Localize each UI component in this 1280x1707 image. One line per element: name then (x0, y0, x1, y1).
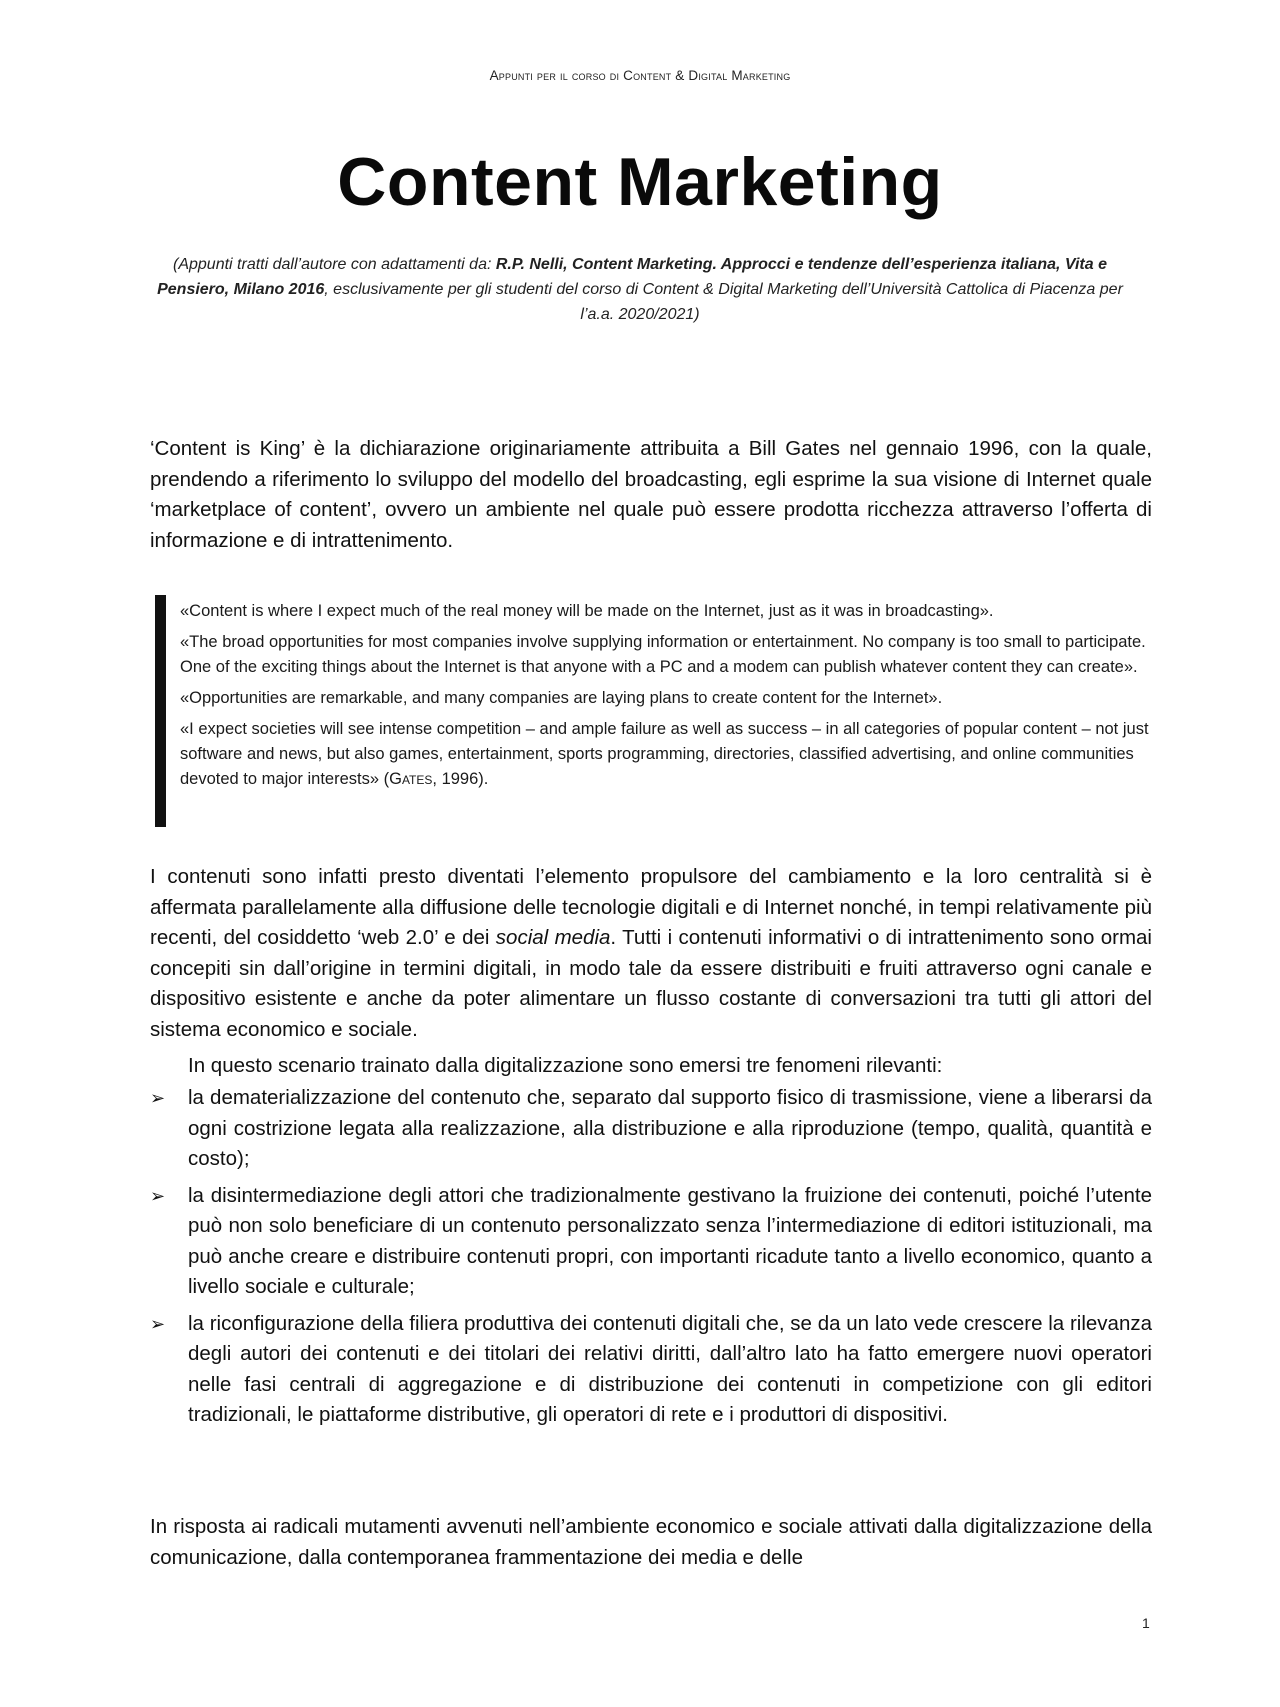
paragraph-2-italic: social media (495, 926, 611, 949)
paragraph-4: In risposta ai radicali mutamenti avvenuti nell’ambiente economico e sociale attivati dalla digitalizzazione della comunicazione, dalla contemporanea frammentazione dei media e delle (150, 1515, 1152, 1569)
quote-line-4-text: «I expect societies will see intense competition – and ample failure as well as success – in all categories of popular content – not just software and news, but also games, entertainment, sports programming, directories, classified advertising, and online communities devoted to major interests» ( (180, 720, 1149, 788)
arrow-bullet-icon: ➢ (150, 1185, 166, 1206)
quote-line-4-end: , 1996). (432, 770, 489, 788)
subtitle-source-citation: R.P. Nelli, Content Marketing. Approcci e tendenze dell’esperienza italiana, Vita e Pensiero, Milano 2016 (157, 256, 1107, 298)
quote-bar (155, 595, 166, 827)
paragraph-3-intro: In questo scenario trainato dalla digitalizzazione sono emersi tre fenomeni rilevanti: (188, 1054, 943, 1077)
running-header: Appunti per il corso di Content & Digital Marketing (489, 68, 791, 83)
quote-line-4 (180, 717, 1152, 792)
list-item-text: la riconfigurazione della filiera produttiva dei contenuti digitali che, se da un lato vede crescere la rilevanza degli autori dei contenuti e dei titolari dei relativi diritti, dall’altro lato ha fatto emergere nuovi operatori nelle fasi centrali di aggregazione e di distribuzione dei contenuti in competizione con gli editori tradizionali, le piattaforme distributive, gli operatori di rete e i produttori di dispositivi. (188, 1311, 1152, 1426)
quote-line-2: «The broad opportunities for most companies involve supplying information or entertainment. No company is too small to participate. One of the exciting things about the Internet is that anyone with a PC and a modem can publish whatever content they can create». (180, 633, 1146, 676)
list-item (150, 1309, 1152, 1431)
paragraph-2 (150, 862, 1152, 1045)
paragraph-1: ‘Content is King’ è la dichiarazione originariamente attribuita a Bill Gates nel gennaio 1996, con la quale, prendendo a riferimento lo sviluppo del modello del broadcasting, egli esprime la sua visione di Internet quale ‘marketplace of content’, ovvero un ambiente nel quale può essere prodotta ricchezza attraverso l’offerta di informazione e di intrattenimento. (150, 437, 1152, 552)
page-title: Content Marketing (337, 144, 943, 220)
list-item (150, 1181, 1152, 1303)
block-quote (155, 595, 1152, 827)
subtitle-part1: (Appunti tratti dall’autore con adattamenti da: (173, 256, 496, 273)
paragraph-2-a: I contenuti sono infatti presto diventati l’elemento propulsore del cambiamento e la loro centralità si è affermata parallelamente alla diffusione delle tecnologie digitali e di Internet nonché, in tempi relativamente più recenti, del cosiddetto ‘web 2.0’ e dei (150, 865, 1152, 949)
paragraph-2-b: . Tutti i contenuti informativi o di intrattenimento sono ormai concepiti sin dall’origine in termini digitali, in modo tale da essere distribuiti e fruiti attraverso ogni canale e dispositivo esistente e anche da poter alimentare un flusso costante di conversazioni tra tutti gli attori del sistema economico e sociale. (150, 926, 1152, 1041)
arrow-bullet-icon: ➢ (150, 1088, 166, 1108)
bullet-list (150, 1083, 1152, 1437)
quote-content (180, 599, 1152, 798)
subtitle-source-note (150, 252, 1130, 327)
page-number: 1 (1142, 1615, 1150, 1631)
quote-author: Gates (389, 770, 433, 788)
list-item (150, 1083, 1152, 1175)
list-item-text: la dematerializzazione del contenuto che, separato dal supporto fisico di trasmissione, viene a liberarsi da ogni costrizione legata alla realizzazione, alla distribuzione e alla riproduzione (tempo, qualità, quantità e costo); (188, 1086, 1152, 1170)
quote-line-3: «Opportunities are remarkable, and many companies are laying plans to create content for the Internet». (180, 689, 943, 707)
quote-line-1: «Content is where I expect much of the real money will be made on the Internet, just as it was in broadcasting». (180, 602, 994, 620)
arrow-bullet-icon: ➢ (150, 1313, 166, 1334)
list-item-text: la disintermediazione degli attori che tradizionalmente gestivano la fruizione dei contenuti, poiché l’utente può non solo beneficiare di un contenuto personalizzato senza l’intermediazione di editori istituzionali, ma può anche creare e distribuire contenuti propri, con importanti ricadute tanto a livello economico, quanto a livello sociale e culturale; (188, 1183, 1152, 1298)
subtitle-part2: , esclusivamente per gli studenti del corso di Content & Digital Marketing dell’Università Cattolica di Piacenza per l’a.a. 2020/2021) (324, 281, 1123, 323)
